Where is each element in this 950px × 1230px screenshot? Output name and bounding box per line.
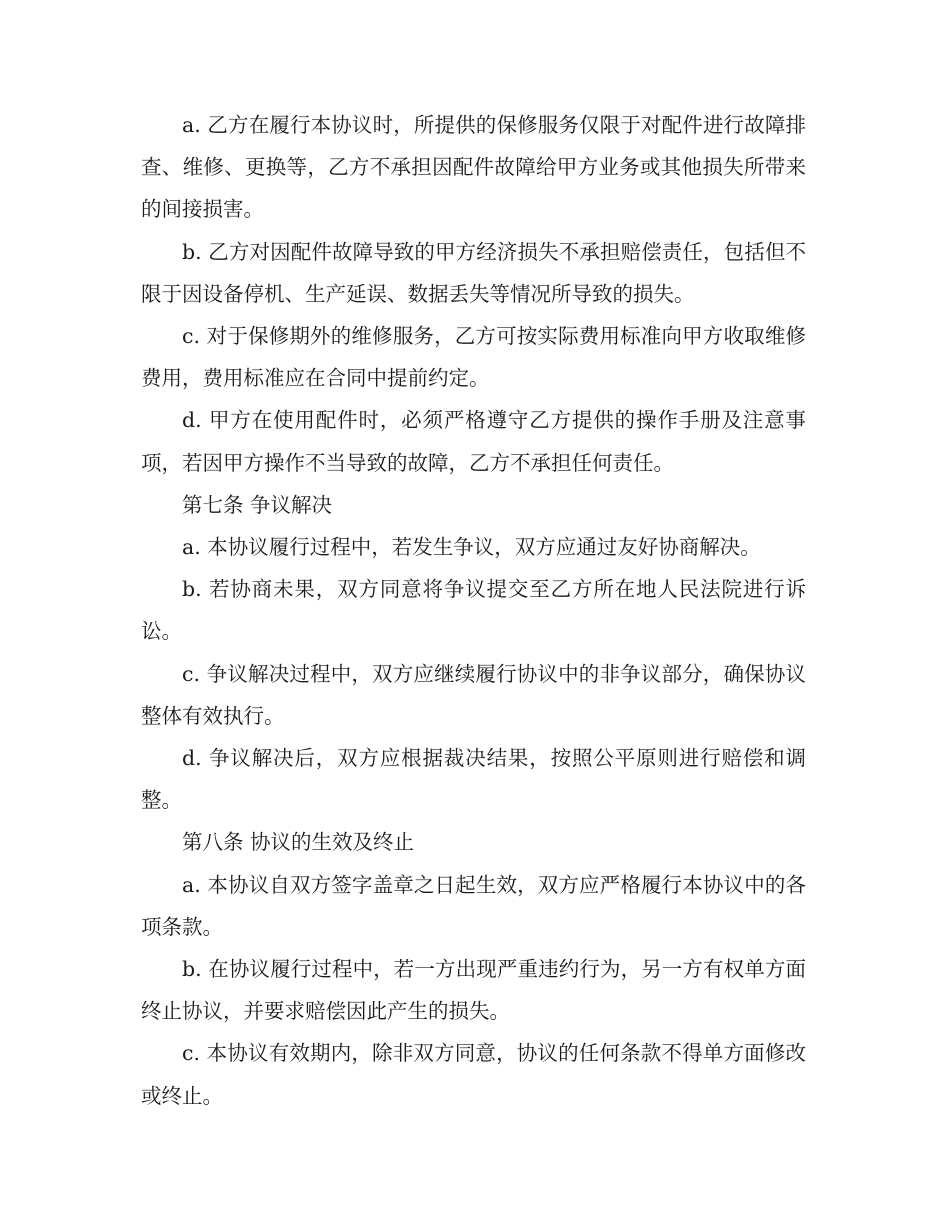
clause-7b: b. 若协商未果，双方同意将争议提交至乙方所在地人民法院进行诉讼。 <box>141 577 806 644</box>
clause-7c: c. 争议解决过程中，双方应继续履行协议中的非争议部分，确保协议整体有效执行。 <box>141 661 806 728</box>
clause-7d: d. 争议解决后，双方应根据裁决结果，按照公平原则进行赔偿和调整。 <box>141 746 806 813</box>
clause-8a: a. 本协议自双方签字盖章之日起生效，双方应严格履行本协议中的各项条款。 <box>141 872 806 939</box>
clause-8c: c. 本协议有效期内，除非双方同意，协议的任何条款不得单方面修改或终止。 <box>141 1041 806 1108</box>
clause-6b: b. 乙方对因配件故障导致的甲方经济损失不承担赔偿责任，包括但不限于因设备停机、生产延误、数据丢失等情况所导致的损失。 <box>141 239 806 306</box>
clause-6d: d. 甲方在使用配件时，必须严格遵守乙方提供的操作手册及注意事项，若因甲方操作不当导致的故障，乙方不承担任何责任。 <box>141 408 806 475</box>
section-heading-article-7: 第七条 争议解决 <box>182 492 333 517</box>
clause-7a: a. 本协议履行过程中，若发生争议，双方应通过友好协商解决。 <box>182 535 761 560</box>
document-body <box>141 104 806 1117</box>
clause-6c: c. 对于保修期外的维修服务，乙方可按实际费用标准向甲方收取维修费用，费用标准应在合同中提前约定。 <box>141 324 806 391</box>
clause-8b: b. 在协议履行过程中，若一方出现严重违约行为，另一方有权单方面终止协议，并要求赔偿因此产生的损失。 <box>141 957 806 1024</box>
clause-6a: a. 乙方在履行本协议时，所提供的保修服务仅限于对配件进行故障排查、维修、更换等，乙方不承担因配件故障给甲方业务或其他损失所带来的间接损害。 <box>141 113 806 222</box>
section-heading-article-8: 第八条 协议的生效及终止 <box>182 830 415 855</box>
